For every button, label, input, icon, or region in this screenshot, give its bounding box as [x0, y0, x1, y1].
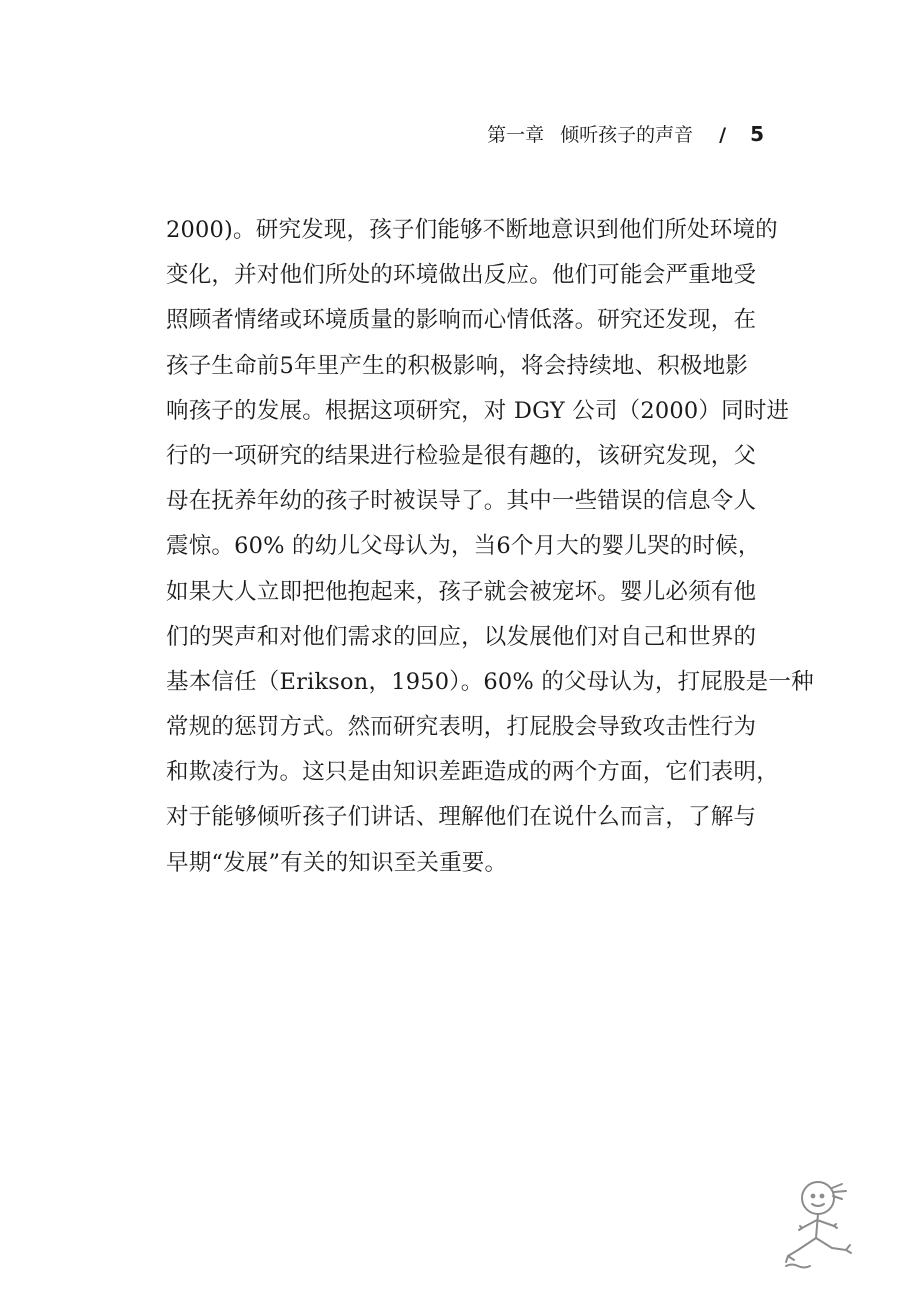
- chapter-title: 倾听孩子的声音: [560, 124, 694, 146]
- text-line: 如果大人立即把他抱起来，孩子就会被宠坏。婴儿必须有他: [166, 578, 757, 605]
- text-line: 震惊。60% 的幼儿父母认为，当6个月大的婴儿哭的时候，: [166, 533, 761, 560]
- text-line: 响孩子的发展。根据这项研究，对 DGY 公司（2000）同时进: [166, 397, 790, 424]
- text-line: 早期“发展”有关的知识至关重要。: [166, 849, 508, 876]
- child-figure-icon: [780, 1176, 856, 1272]
- text-line: 母在抚养年幼的孩子时被误导了。其中一些错误的信息令人: [166, 488, 757, 515]
- text-line: 基本信任（Erikson，1950）。60% 的父母认为，打屁股是一种: [166, 668, 814, 695]
- text-line: 和欺凌行为。这只是由知识差距造成的两个方面，它们表明，: [166, 759, 779, 786]
- text-line: 照顾者情绪或环境质量的影响而心情低落。研究还发现，在: [166, 307, 757, 334]
- text-line: 行的一项研究的结果进行检验是很有趣的，该研究发现，父: [166, 442, 757, 469]
- page-number: 5: [750, 122, 764, 146]
- text-line: 孩子生命前5年里产生的积极影响，将会持续地、积极地影: [166, 352, 749, 379]
- text-line: 变化，并对他们所处的环境做出反应。他们可能会严重地受: [166, 262, 757, 289]
- text-line: 对于能够倾听孩子们讲话、理解他们在说什么而言，了解与: [166, 804, 757, 831]
- text-line: 们的哭声和对他们需求的回应，以发展他们对自己和世界的: [166, 623, 757, 650]
- chapter-label: 第一章: [487, 124, 545, 146]
- header-separator: /: [719, 124, 727, 146]
- running-header: [487, 120, 764, 147]
- text-line: 2000)。研究发现，孩子们能够不断地意识到他们所处环境的: [166, 217, 778, 243]
- body-paragraph: [166, 208, 814, 886]
- text-line: 常规的惩罚方式。然而研究表明，打屁股会导致攻击性行为: [166, 714, 757, 741]
